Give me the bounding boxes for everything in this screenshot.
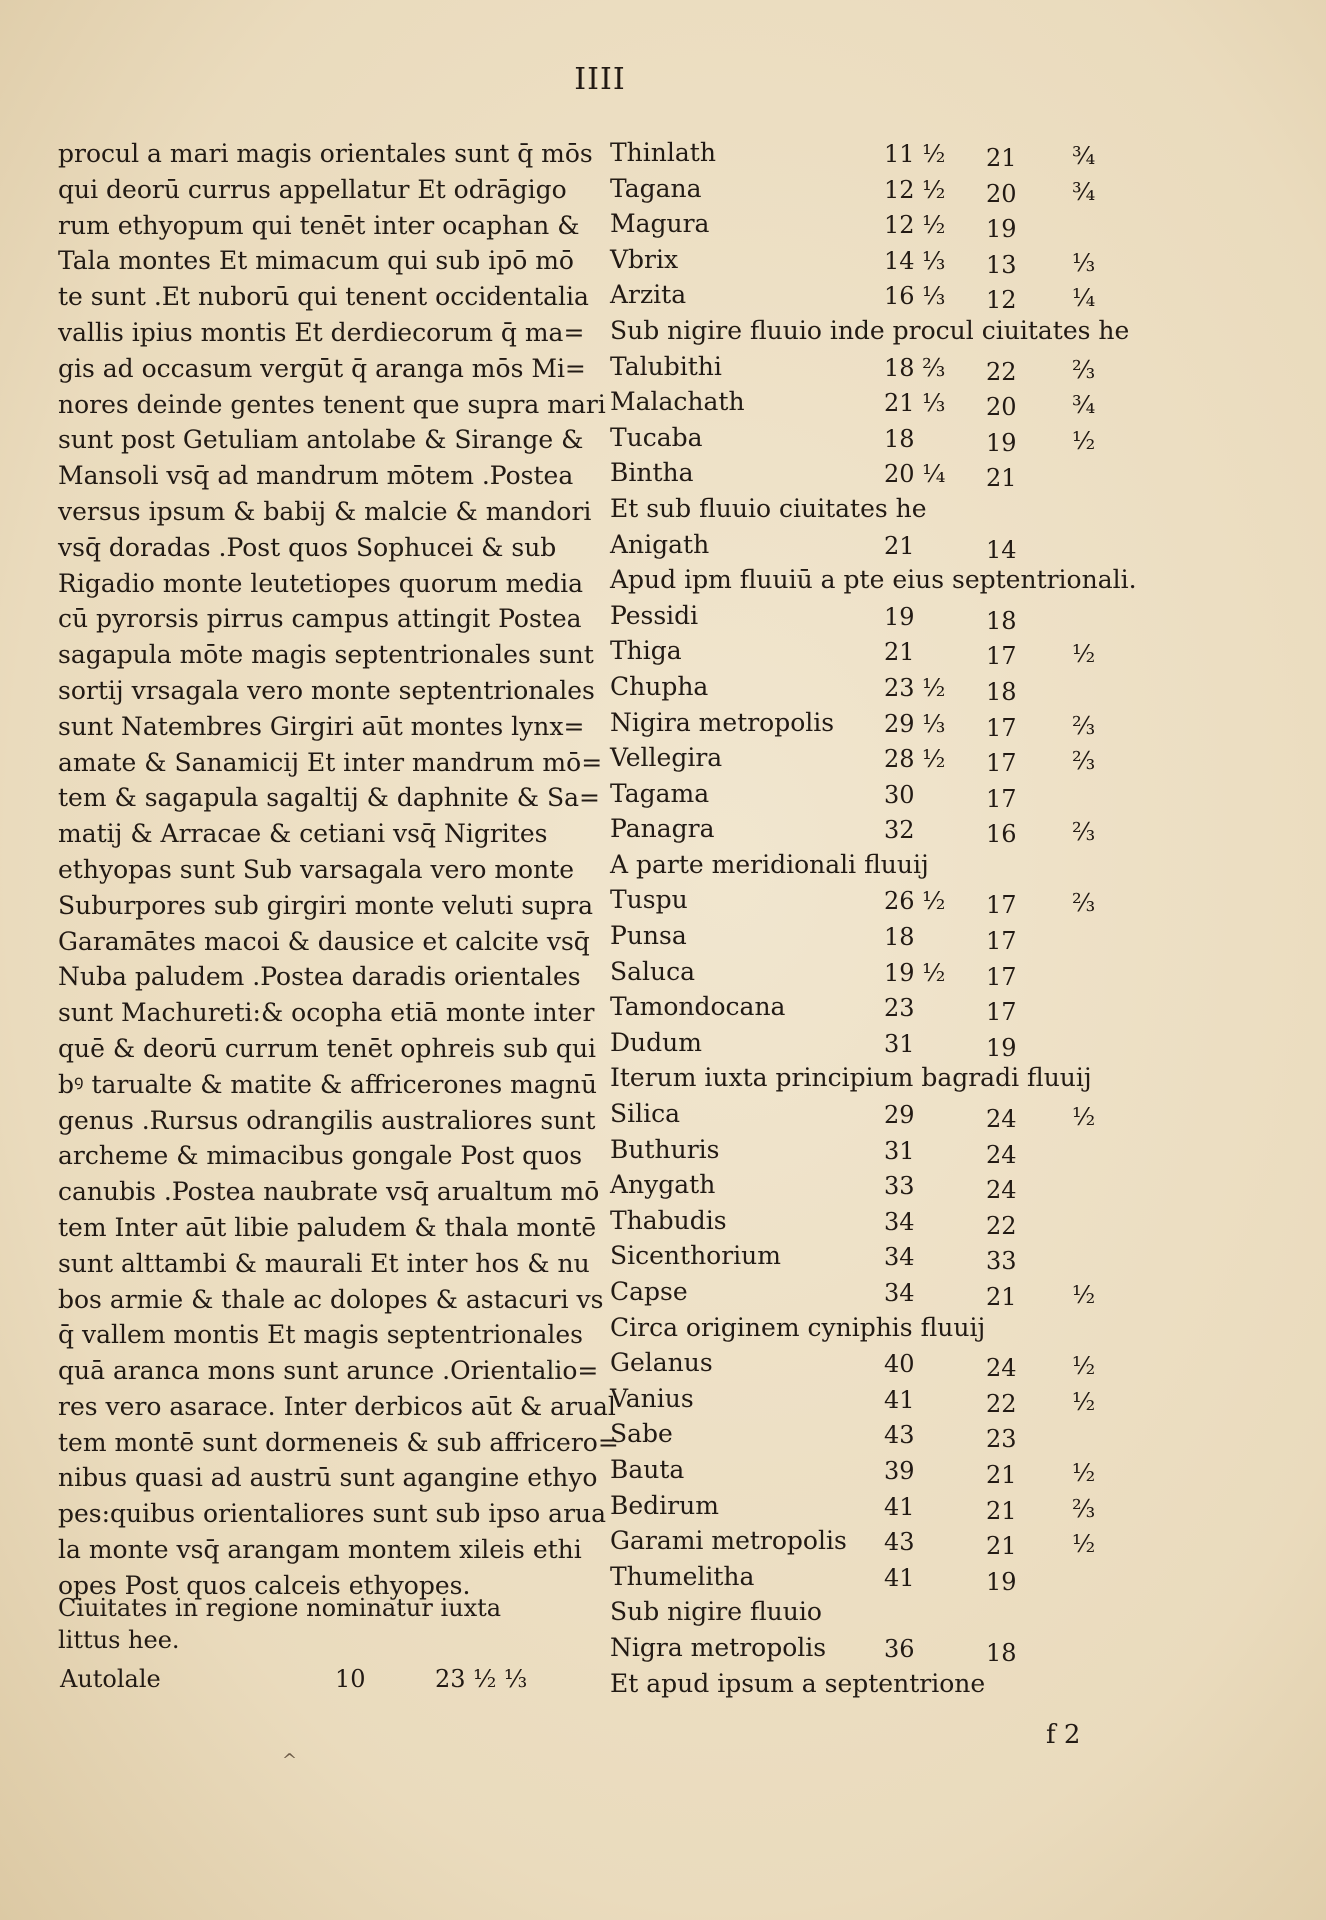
latitude-value: 18 [986,1638,1017,1667]
city-row [608,458,1078,494]
city-name: Thumelitha [610,1561,755,1591]
longitude-value: 18 [884,923,915,952]
fraction-value: ¾ [1072,177,1096,206]
section-heading [608,315,1130,352]
latitude-value: 22 [986,357,1017,386]
latitude-value: 17 [986,891,1017,920]
city-name: Arzita [610,280,687,310]
section-heading-text: A parte meridionali fluuij [610,849,929,879]
latitude-value: 18 [986,606,1017,635]
autolale-value-2: 23 ½ ⅓ [435,1665,528,1693]
city-name: Bedirum [610,1490,719,1520]
ink-speck: ^ [282,1750,298,1771]
latitude-value: 20 [986,393,1017,422]
latitude-value: 16 [986,820,1017,849]
text-line: genus .Rursus odrangilis australiores sunt [58,1105,596,1135]
city-row [608,173,1096,210]
latitude-value: 17 [986,784,1017,813]
autolale-name: Autolale [60,1665,161,1693]
latitude-value: 24 [986,1354,1017,1383]
city-name: Pessidi [610,600,699,630]
longitude-value: 18 [884,424,915,453]
section-heading-text: Apud ipm fluuiū a pte eius septentrionali. [610,565,1137,595]
city-row [608,601,1078,637]
signature-mark: f 2 [1046,1720,1081,1750]
city-row [608,1348,1096,1384]
city-coordinate-table [608,138,1137,1704]
longitude-value: 16 ⅓ [884,282,946,311]
fraction-value: ½ [1072,1352,1096,1381]
city-name: Vanius [610,1383,694,1413]
city-row [608,209,1078,245]
longitude-value: 43 [884,1421,915,1450]
city-row [608,244,1096,281]
city-name: Thinlath [610,138,716,167]
city-name: Bauta [610,1454,685,1484]
longitude-value: 34 [884,1243,915,1272]
text-line: nibus quasi ad austrū sunt agangine ethyo [58,1463,598,1493]
city-row [608,280,1096,316]
city-name: Gelanus [610,1348,713,1378]
section-heading [608,565,1137,601]
longitude-value: 12 ½ [884,175,946,204]
text-line: sagapula mōte magis septentrionales sunt [58,640,594,670]
latitude-value: 21 [986,1496,1017,1525]
text-line: gis ad occasum vergūt q̄ aranga mōs Mi= [58,353,586,383]
text-line: Tala montes Et mimacum qui sub ipō mō [58,246,574,276]
fraction-value: ¾ [1072,142,1096,170]
text-line: quā aranca mons sunt arunce .Orientalio= [58,1356,599,1386]
text-line: Garamātes macoi & dausice et calcite vsq̄ [58,926,590,956]
text-line: bꝰ tarualte & matite & affricerones magnū [58,1069,597,1099]
section-heading [608,1597,1078,1633]
fraction-value: ⅔ [1072,711,1096,740]
longitude-value: 36 [884,1634,915,1663]
text-line: tem & sagapula sagaltij & daphnite & Sa= [58,783,600,813]
text-line: q̄ vallem montis Et magis septentrionales [58,1320,583,1350]
longitude-value: 34 [884,1279,915,1307]
longitude-value: 18 ⅔ [884,353,946,382]
city-row [608,814,1096,850]
text-line: amate & Sanamicij Et inter mandrum mō= [58,747,603,777]
city-name: Panagra [610,814,715,844]
longitude-value: 11 ½ [884,140,946,168]
longitude-value: 23 ½ [884,673,946,702]
text-line: sunt post Getuliam antolabe & Sirange & [58,425,584,455]
text-line: archeme & mimacibus gongale Post quos [58,1141,583,1171]
city-name: Anygath [610,1170,716,1200]
city-row [608,1562,1078,1598]
city-name: Dudum [610,1027,702,1057]
latitude-value: 20 [986,179,1017,208]
text-line: sunt Natembres Girgiri aūt montes lynx= [58,711,585,741]
section-heading-text: Iterum iuxta principium bagradi fluuij [610,1063,1092,1093]
longitude-value: 19 [884,602,915,631]
city-name: Garami metropolis [610,1526,847,1556]
city-row [608,885,1096,921]
text-line: Mansoli vsq̄ ad mandrum mōtem .Postea [58,461,574,491]
fraction-value: ½ [1072,1387,1096,1416]
latitude-value: 24 [986,1105,1017,1134]
city-row [608,1490,1096,1527]
section-heading-text: Et apud ipsum a septentrione [610,1668,986,1698]
latitude-value: 21 [986,144,1017,172]
latitude-value: 17 [986,642,1017,671]
city-row [608,1241,1078,1277]
section-heading-text: Et sub fluuio ciuitates he [610,493,927,523]
longitude-value: 12 ½ [884,211,946,240]
city-name: Capse [610,1277,688,1306]
latitude-value: 24 [986,1140,1017,1169]
city-name: Nigira metropolis [610,707,835,737]
fraction-value: ⅔ [1072,889,1096,918]
city-name: Punsa [610,921,687,951]
fraction-value: ½ [1072,1281,1096,1309]
longitude-value: 41 [884,1492,915,1521]
latitude-value: 17 [986,998,1017,1027]
latitude-value: 24 [986,1176,1017,1205]
city-row [608,1633,1078,1669]
latitude-value: 19 [986,428,1017,457]
fraction-value: ¼ [1072,284,1096,313]
city-row [608,351,1096,388]
city-row [608,957,1078,993]
longitude-value: 43 [884,1528,915,1557]
section-heading [608,1063,1092,1099]
longitude-value: 33 [884,1172,915,1201]
section-heading [608,1313,1078,1349]
fraction-value: ½ [1072,640,1096,669]
city-name: Tagana [610,173,702,203]
longitude-value: 21 [884,638,915,667]
text-line: Suburpores sub girgiri monte veluti supra [58,890,594,920]
longitude-value: 30 [884,780,915,809]
fraction-value: ½ [1072,426,1096,455]
cities-heading: Ciuitates in regione nominatur iuxta littus hee. [58,1594,502,1654]
city-row [608,1170,1078,1206]
city-name: Sicenthorium [610,1241,781,1271]
latitude-value: 17 [986,962,1017,991]
text-line: cū pyrorsis pirrus campus attingit Postea [58,604,582,634]
latitude-value: 22 [986,1389,1017,1418]
city-row [608,530,1078,566]
text-line: res vero asarace. Inter derbicos aūt & arual [58,1391,616,1421]
city-name: Vellegira [610,743,723,773]
city-row [608,1383,1096,1420]
latitude-value: 22 [986,1211,1017,1240]
latitude-value: 21 [986,1283,1017,1311]
autolale-entry [60,1665,560,1701]
left-text-column [58,136,619,1604]
text-line: vallis ipius montis Et derdiecorum q̄ ma= [58,317,585,347]
longitude-value: 39 [884,1456,915,1485]
text-line: Rigadio monte leutetiopes quorum media [58,568,584,598]
city-row [608,743,1096,779]
folio-number: IIII [574,62,626,97]
city-name: Malachath [610,387,745,417]
city-row [608,707,1096,744]
fraction-value: ⅔ [1072,355,1096,384]
city-row [608,1454,1096,1491]
city-row [608,138,1096,174]
latitude-value: 21 [986,1460,1017,1489]
city-row [608,672,1078,708]
text-line: la monte vsq̄ arangam montem xileis ethi [58,1535,582,1565]
city-name: Nigra metropolis [610,1632,827,1662]
text-line: Nuba paludem .Postea daradis orientales [58,962,581,992]
city-row [608,1277,1096,1313]
text-line: canubis .Postea naubrate vsq̄ arualtum mō [58,1177,600,1207]
city-row [608,1526,1096,1562]
city-name: Thiga [610,636,682,666]
longitude-value: 26 ½ [884,887,946,916]
text-line: rum ethyopum qui tenēt inter ocaphan & [58,210,580,240]
text-line: nores deinde gentes tenent que supra mari [58,389,606,419]
city-row [608,1419,1078,1455]
city-row [608,921,1078,957]
city-name: Chupha [610,671,709,701]
fraction-value: ½ [1072,1103,1096,1132]
longitude-value: 40 [884,1350,915,1379]
latitude-value: 19 [986,1033,1017,1062]
city-name: Thabudis [610,1205,727,1235]
city-name: Talubithi [610,351,722,381]
city-row [608,387,1096,423]
text-line: tem Inter aūt libie paludem & thala montē [58,1212,597,1242]
latitude-value: 12 [986,286,1017,315]
city-name: Saluca [610,956,696,986]
text-line: vsq̄ doradas .Post quos Sophucei & sub [58,532,557,562]
city-row [608,1206,1078,1242]
latitude-value: 21 [986,1532,1017,1561]
city-name: Tagama [610,778,710,808]
latitude-value: 17 [986,927,1017,956]
fraction-value: ⅔ [1072,1494,1096,1523]
longitude-value: 29 ⅓ [884,709,946,738]
latitude-value: 17 [986,749,1017,778]
city-name: Silica [610,1099,681,1129]
fraction-value: ½ [1072,1530,1096,1559]
latitude-value: 33 [986,1247,1017,1276]
city-row [608,1028,1078,1064]
city-row [608,636,1096,672]
longitude-value: 41 [884,1385,915,1414]
text-line: sunt Machureti:& ocopha etiā monte inter [58,998,595,1028]
text-line: versus ipsum & babij & malcie & mandori [58,496,592,526]
fraction-value: ⅔ [1072,818,1096,847]
text-line: sortij vrsagala vero monte septentrionales [58,675,595,705]
fraction-value: ⅓ [1072,248,1096,277]
text-line: bos armie & thale ac dolopes & astacuri vs [58,1284,604,1314]
latitude-value: 23 [986,1425,1017,1454]
section-heading-text: Sub nigire fluuio [610,1597,822,1627]
section-heading [608,850,1078,886]
latitude-value: 13 [986,250,1017,279]
longitude-value: 20 ¼ [884,460,946,489]
city-row [608,1135,1078,1171]
city-name: Tamondocana [610,992,786,1022]
city-name: Tucaba [610,422,703,452]
text-line: quē & deorū currum tenēt ophreis sub qui [58,1033,597,1063]
city-name: Tuspu [610,885,688,915]
longitude-value: 41 [884,1563,915,1592]
section-heading [608,1669,1078,1705]
city-row [608,992,1078,1028]
city-row [608,422,1096,459]
city-name: Anigath [610,529,710,559]
section-heading-text: Circa originem cyniphis fluuij [610,1312,986,1342]
latitude-value: 21 [986,464,1017,493]
longitude-value: 23 [884,994,915,1023]
latitude-value: 18 [986,677,1017,706]
longitude-value: 21 [884,531,915,560]
longitude-value: 19 ½ [884,958,946,987]
section-heading [608,494,1078,530]
text-line: tem montē sunt dormeneis & sub affricero= [58,1427,619,1457]
longitude-value: 28 ½ [884,745,946,774]
longitude-value: 21 ⅓ [884,389,946,418]
fraction-value: ½ [1072,1458,1096,1487]
section-heading-text: Sub nigire fluuio inde procul ciuitates he [610,315,1130,345]
text-line: pes:quibus orientaliores sunt sub ipso arua [58,1499,607,1529]
text-line: procul a mari magis orientales sunt q̄ mōs [58,139,593,168]
city-name: Vbrix [610,244,679,274]
city-name: Buthuris [610,1134,720,1164]
latitude-value: 14 [986,535,1017,564]
fraction-value: ¾ [1072,391,1096,420]
text-line: qui deorū currus appellatur Et odrāgigo [58,174,567,204]
text-line: opes Post quos calceis ethyopes. [58,1570,471,1600]
longitude-value: 32 [884,816,915,845]
city-name: Bintha [610,458,694,488]
longitude-value: 34 [884,1207,915,1236]
city-name: Sabe [610,1419,673,1449]
longitude-value: 14 ⅓ [884,246,946,275]
text-line: te sunt .Et nuborū qui tenent occidentalia [58,282,589,312]
latitude-value: 19 [986,215,1017,244]
latitude-value: 19 [986,1567,1017,1596]
text-line: ethyopas sunt Sub varsagala vero monte [58,854,575,884]
fraction-value: ⅔ [1072,747,1096,776]
text-line: matij & Arracae & cetiani vsq̄ Nigrites [58,819,548,849]
longitude-value: 31 [884,1136,915,1165]
city-row [608,779,1078,815]
autolale-value-1: 10 [335,1665,366,1693]
longitude-value: 31 [884,1029,915,1058]
longitude-value: 29 [884,1101,915,1130]
text-line: sunt alttambi & maurali Et inter hos & nu [58,1248,590,1278]
city-row [608,1099,1096,1135]
city-name: Magura [610,209,710,239]
latitude-value: 17 [986,713,1017,742]
